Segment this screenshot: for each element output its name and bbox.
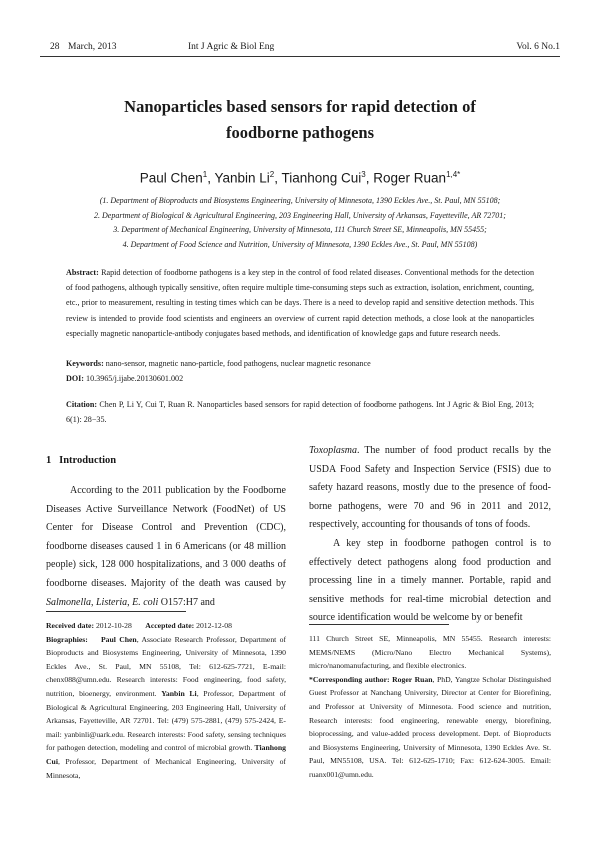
intro-paragraph [309,442,551,535]
running-header [40,42,560,56]
bio-author-name: Yanbin Li [161,688,197,698]
author-affil-mark: 2 [269,170,275,179]
intro-text: According to the 2011 publication by the Foodborne Diseases Active Surveillance Network (FoodNet) of US Center for Disease Control and Prevention (CDC), foodborne diseases caused 1 in 6 Americans (or 48 million people) sick, 128 000 hospitalizations, and 3 000 deaths of foodborne diseases. Majority of the death was caused by [46,485,286,589]
abstract-text: Rapid detection of foodborne pathogens is a key step in the control of food related diseases. Conventional methods for the detection of food pathogens, although typically sensitive, often require multiple time-consuming steps such as extraction, isolation, enrichment, counting, etc., prior to measurement, resulting in testing times which can be days. There is a need to develop rapid and sensitive detection methods. This review is intended to provide food scientists and engineers an overview of current rapid detection methods, a close look at the nanoparticles especially magnetic nanoparticle-antibody conjugates based methods, and identification of knowledge gaps and future research needs. [66,268,535,338]
affiliation-line: 3. Department of Mechanical Engineering, University of Minnesota, 111 Church Street SE, Minneapolis, MN 55455; [113,225,487,234]
affiliation-line: (1. Department of Bioproducts and Biosystems Engineering, University of Minnesota, 1390 Eckles Ave., St. Paul, MN 55108; [99,196,501,205]
author-separator: , [207,170,215,186]
pathogen-name: Toxoplasma [309,445,357,456]
footnote-rule [46,611,186,612]
corresponding-label: *Corresponding author: Roger Ruan [309,674,433,684]
biographies-label: Biographies: [46,634,88,644]
intro-text: , [91,596,96,608]
bio-author-name: Tianhong Cui [46,743,286,766]
citation [66,397,534,427]
author-separator: , [274,170,282,186]
abstract-label: Abstract: [66,268,99,277]
author-list [40,170,560,186]
section-number: 1 [46,455,52,466]
bio-text: , Professor, Department of Biological & Agricultural Engineering, 203 Engineering Hall, University of Arkansas, Fayetteville, AR 72701. Tel: (479) 575-2881, (479) 575-2424, E-mail: yanbinli@uark.edu. Research interests: Food safety, sensing techniques for pathogen detection, modeling and control of microbial growth. [46,688,286,753]
dates-line [46,619,286,633]
corresponding-text: , PhD, Yangtze Scholar Distinguished Guest Professor at Nanchang University, Director at Center for Biorefining, and Professor at University of Minnesota. Food science and nutrition, Research interests: food engineering, renewable energy, biorefining, bioprocessing, and value-added process development. Dept. of Bioproducts and Biosystems Engineering, University of Minnesota, 1390 Eckles Ave. St. Paul, MN55108, USA. Tel: 612-625-1710; Fax: 612-624-3005. Email: ruanx001@umn.edu. [309,674,551,779]
intro-text: O157:H7 and [158,596,215,608]
bio-continuation: 111 Church Street SE, Minneapolis, MN 55455. Research interests: MEMS/NEMS (Micro/Nano Electro Mechanical Systems), micro/nanomanufacturing, and flexible electronics. [309,634,551,671]
affiliations [40,194,560,252]
author-affil-mark: 1,4* [446,170,461,179]
footnote-right [309,632,551,782]
page-number: 28 [50,42,60,52]
doi-label: DOI: [66,374,84,383]
author-name: Tianhong Cui [281,170,362,186]
doi [66,371,534,386]
section-title: Introduction [59,455,117,466]
intro-left-column [46,482,286,612]
author-name: Roger Ruan [373,170,447,186]
keywords-text: nano-sensor, magnetic nano-particle, food pathogens, nuclear magnetic resonance [105,359,371,368]
journal-name: Int J Agric & Biol Eng [188,42,275,52]
affiliation-line: 4. Department of Food Science and Nutrition, University of Minnesota, 1390 Eckles Ave., St. Paul, MN 55108) [122,239,478,249]
author-affil-mark: 3 [361,170,366,179]
received-date: 2012-10-28 [94,621,132,630]
pathogen-name: Salmonella [46,596,91,608]
intro-paragraph [46,482,286,612]
keywords-label: Keywords: [66,359,104,368]
bio-author-name: Paul Chen [100,634,137,644]
volume-info: Vol. 6 No.1 [516,42,560,52]
title-line-2: foodborne pathogens [225,123,375,142]
biographies [46,633,286,783]
section-heading [46,455,116,466]
intro-text: , [127,596,133,608]
intro-right-column [309,442,551,628]
intro-text: . The number of food product recalls by the USDA Food Safety and Inspection Service (FSIS) due to safety hazard reasons, mostly due to the presence of food-borne pathogens, were 70 and 96 in 2011 and 2012, respectively, accounting for thousands of tons of foods. [309,445,551,531]
bio-text: , Professor, Department of Mechanical Engineering, University of Minnesota, [46,756,286,780]
accepted-date: 2012-12-08 [194,621,232,630]
author-name: Paul Chen [139,170,203,186]
received-label: Received date: [46,621,95,630]
pathogen-name: Listeria [96,596,128,608]
footnote-left [46,619,286,782]
author-name: Yanbin Li [214,170,270,186]
affiliation-line: 2. Department of Biological & Agricultural Engineering, 203 Engineering Hall, University of Arkansas, Fayetteville, AR 72701; [94,210,506,220]
pathogen-name: E. coli [132,596,159,608]
accepted-label: Accepted date: [145,621,195,630]
abstract [66,265,534,341]
header-rule [40,56,560,57]
bio-text: , Associate Research Professor, Department of Bioproducts and Biosystems Engineering, University of Minnesota, 1390 Eckles Ave., St. Paul, MN 55108, Tel: 612-625-7721, E-mail: chenx088@umn.edu. Research interests: Food engineering, food safety, nutrition, bioenergy, environment. [46,634,286,698]
issue-date: March, 2013 [68,42,117,52]
footnote-rule [309,624,449,625]
citation-label: Citation: [66,400,98,409]
title-line-1: Nanoparticles based sensors for rapid detection of [124,97,476,116]
doi-text: 10.3965/j.ijabe.20130601.002 [86,374,184,383]
citation-text: Chen P, Li Y, Cui T, Ruan R. Nanoparticles based sensors for rapid detection of foodborne pathogens. Int J Agric & Biol Eng, 2013; 6(1): 28−35. [66,400,534,425]
keywords [66,356,534,371]
intro-paragraph: A key step in foodborne pathogen control is to effectively detect pathogens along food production and processing line in a timely manner. Portable, rapid and sensitive methods for real-time microbial detection and source identification would be welcome by or benefit [309,537,551,624]
paper-title [40,94,560,146]
author-separator: , [365,170,374,186]
corresponding-author [309,673,551,782]
author-affil-mark: 1 [202,170,208,179]
